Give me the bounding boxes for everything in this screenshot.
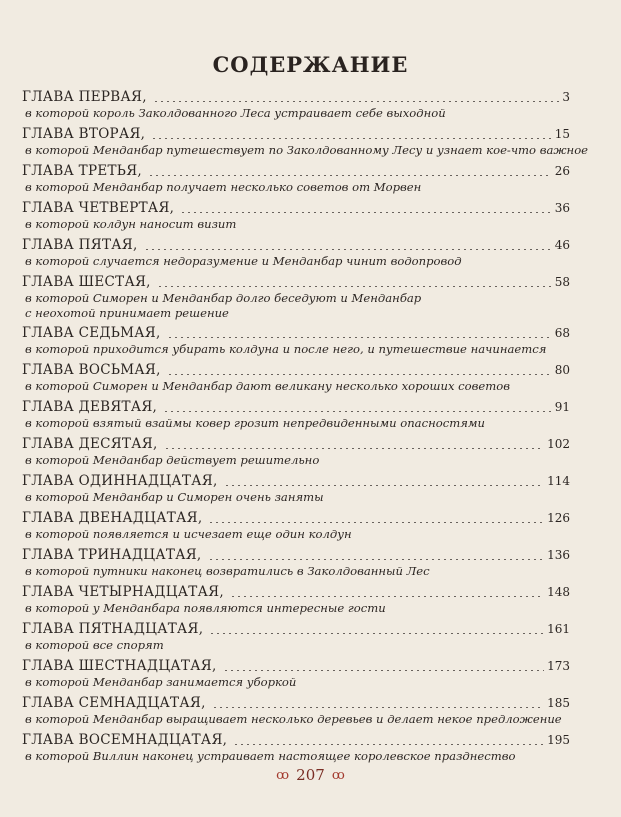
toc-entry-heading [22, 399, 570, 416]
toc-entry-heading [22, 547, 570, 564]
toc-entry-heading [22, 325, 570, 342]
dot-leader [233, 744, 544, 745]
toc-entry-heading [22, 732, 570, 749]
dot-leader [163, 411, 552, 412]
toc-entry [22, 362, 570, 394]
toc-entry-heading [22, 584, 570, 601]
chapter-page-number: 15 [554, 127, 570, 141]
chapter-title: ГЛАВА ПЯТАЯ, [22, 237, 138, 253]
chapter-page-number: 114 [547, 474, 570, 488]
toc-entry [22, 274, 570, 321]
chapter-description: в которой Менданбар путешествует по Заколдованному Лесу и узнает кое-что важное [25, 143, 589, 157]
chapter-title: ГЛАВА ТРИНАДЦАТАЯ, [22, 547, 202, 563]
chapter-description: в которой случается недоразумение и Менданбар чинит водопровод [25, 254, 462, 268]
chapter-title: ГЛАВА ОДИННАДЦАТАЯ, [22, 473, 218, 489]
chapter-title: ГЛАВА СЕДЬМАЯ, [22, 325, 161, 341]
dot-leader [164, 448, 545, 449]
chapter-page-number: 173 [547, 659, 570, 673]
dot-leader [151, 138, 551, 139]
toc-entry-heading [22, 274, 570, 291]
chapter-description: в которой приходится убирать колдуна и после него, и путешествие начинается [25, 342, 547, 356]
chapter-page-number: 68 [554, 326, 570, 340]
toc-entry [22, 399, 570, 431]
chapter-title: ГЛАВА ЧЕТВЕРТАЯ, [22, 200, 175, 216]
chapter-title: ГЛАВА ШЕСТАЯ, [22, 274, 151, 290]
toc-entry [22, 126, 589, 158]
dot-leader [224, 485, 545, 486]
toc-entry-heading [22, 473, 570, 490]
dot-leader [180, 212, 551, 213]
toc-entry-heading [22, 658, 570, 675]
chapter-description: в которой Менданбар выращивает несколько деревьев и делает некое предложение [25, 712, 562, 726]
toc-entry [22, 547, 570, 579]
toc-entry [22, 510, 570, 542]
toc-entry [22, 695, 570, 727]
dot-leader [144, 249, 552, 250]
dot-leader [223, 670, 545, 671]
chapter-title: ГЛАВА ШЕСТНАДЦАТАЯ, [22, 658, 217, 674]
page-number: 207 [296, 766, 325, 784]
dot-leader [208, 522, 544, 523]
chapter-title: ГЛАВА ВТОРАЯ, [22, 126, 146, 142]
chapter-page-number: 3 [562, 90, 570, 104]
chapter-description: в которой Виллин наконец устраивает настоящее королевское празднество [25, 749, 516, 763]
toc-entry [22, 732, 570, 764]
dot-leader [157, 286, 552, 287]
toc-entry-heading [22, 695, 570, 712]
chapter-page-number: 36 [554, 201, 570, 215]
toc-entry-heading [22, 126, 570, 143]
dot-leader [212, 707, 544, 708]
chapter-title: ГЛАВА ДВЕНАДЦАТАЯ, [22, 510, 203, 526]
chapter-page-number: 195 [547, 733, 570, 747]
chapter-description: в которой у Менданбара появляются интересные гости [25, 601, 386, 615]
toc-entry-heading [22, 237, 570, 254]
chapter-description: в которой Менданбар действует решительно [25, 453, 320, 467]
table-of-contents [22, 89, 589, 769]
chapter-description: в которой все спорят [25, 638, 164, 652]
chapter-description: в которой Симорен и Менданбар долго беседуют и Менданбар [25, 291, 422, 305]
chapter-page-number: 185 [547, 696, 570, 710]
chapter-title: ГЛАВА ДЕВЯТАЯ, [22, 399, 158, 415]
chapter-description: в которой король Заколдованного Леса устраивает себе выходной [25, 106, 446, 120]
toc-entry-heading [22, 362, 570, 379]
chapter-title: ГЛАВА ДЕСЯТАЯ, [22, 436, 158, 452]
toc-entry [22, 584, 570, 616]
chapter-page-number: 26 [554, 164, 570, 178]
chapter-title: ГЛАВА ВОСЕМНАДЦАТАЯ, [22, 732, 228, 748]
toc-entry [22, 325, 570, 357]
toc-entry [22, 436, 570, 468]
chapter-title: ГЛАВА ПЯТНАДЦАТАЯ, [22, 621, 204, 637]
chapter-page-number: 136 [547, 548, 570, 562]
chapter-description: в которой Менданбар и Симорен очень заняты [25, 490, 324, 504]
dot-leader [148, 175, 552, 176]
dot-leader [209, 633, 544, 634]
chapter-page-number: 148 [547, 585, 570, 599]
chapter-page-number: 80 [554, 363, 570, 377]
ornament-left-icon: ꝏ [276, 767, 290, 783]
chapter-page-number: 102 [547, 437, 570, 451]
chapter-description: в которой колдун наносит визит [25, 217, 237, 231]
chapter-description: с неохотой принимает решение [25, 306, 229, 320]
chapter-page-number: 46 [554, 238, 570, 252]
chapter-title: ГЛАВА ПЕРВАЯ, [22, 89, 147, 105]
chapter-title: ГЛАВА ЧЕТЫРНАДЦАТАЯ, [22, 584, 224, 600]
chapter-description: в которой Менданбар получает несколько советов от Морвен [25, 180, 422, 194]
toc-entry [22, 237, 570, 269]
chapter-title: ГЛАВА ТРЕТЬЯ, [22, 163, 143, 179]
toc-entry-heading [22, 621, 570, 638]
chapter-page-number: 161 [547, 622, 570, 636]
dot-leader [153, 101, 560, 102]
chapter-page-number: 91 [554, 400, 570, 414]
chapter-description: в которой появляется и исчезает еще один колдун [25, 527, 352, 541]
page-title: СОДЕРЖАНИЕ [212, 52, 409, 77]
toc-entry-heading [22, 89, 570, 106]
toc-entry-heading [22, 436, 570, 453]
dot-leader [167, 374, 552, 375]
chapter-title: ГЛАВА СЕМНАДЦАТАЯ, [22, 695, 206, 711]
dot-leader [230, 596, 544, 597]
chapter-description: в которой Менданбар занимается уборкой [25, 675, 297, 689]
toc-entry [22, 473, 570, 505]
toc-entry [22, 621, 570, 653]
ornament-right-icon: ꝏ [331, 767, 345, 783]
chapter-page-number: 58 [554, 275, 570, 289]
toc-entry [22, 658, 570, 690]
toc-entry [22, 163, 570, 195]
toc-entry [22, 200, 570, 232]
toc-entry-heading [22, 163, 570, 180]
chapter-description: в которой Симорен и Менданбар дают великану несколько хороших советов [25, 379, 510, 393]
dot-leader [167, 337, 552, 338]
dot-leader [208, 559, 545, 560]
chapter-title: ГЛАВА ВОСЬМАЯ, [22, 362, 161, 378]
chapter-description: в которой взятый взаймы ковер грозит непредвиденными опасностями [25, 416, 485, 430]
page-footer [0, 764, 621, 786]
toc-entry-heading [22, 200, 570, 217]
chapter-page-number: 126 [547, 511, 570, 525]
chapter-description: в которой путники наконец возвратились в Заколдованный Лес [25, 564, 430, 578]
toc-entry [22, 89, 570, 121]
toc-entry-heading [22, 510, 570, 527]
